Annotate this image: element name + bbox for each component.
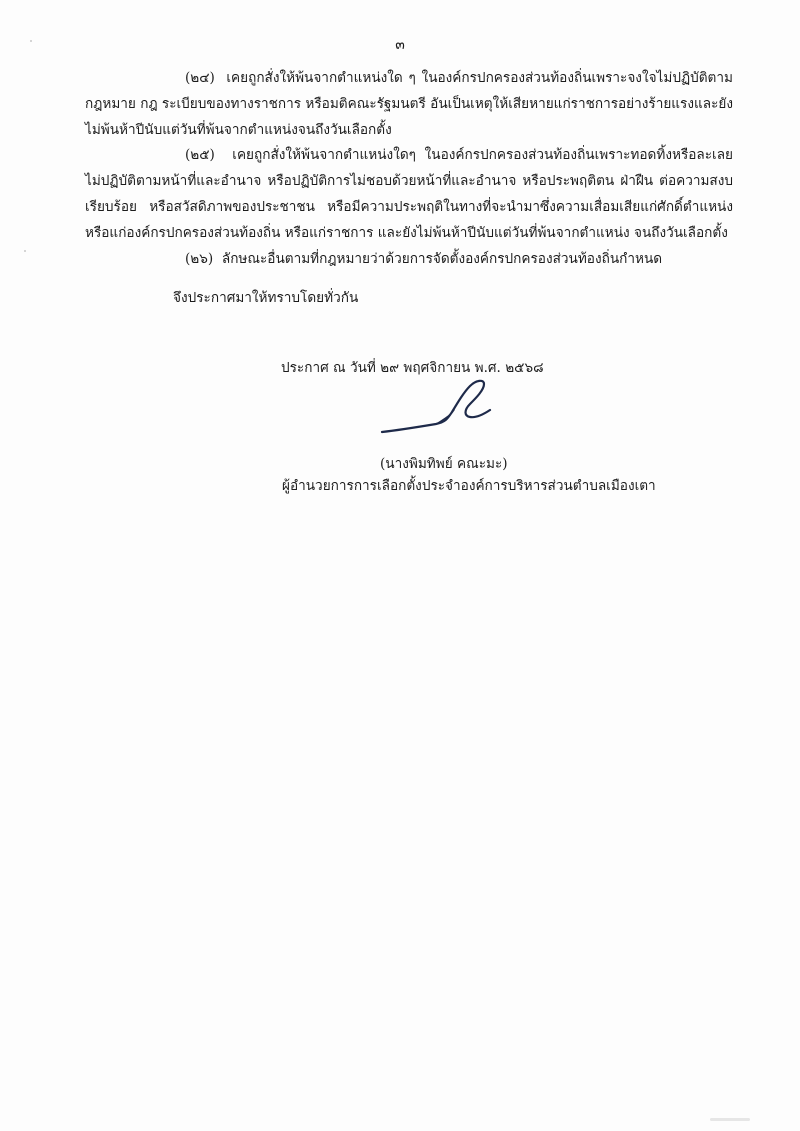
clause-24 [85,66,733,143]
announcement-date: ประกาศ ณ วันที่ ๒๙ พฤศจิกายน พ.ศ. ๒๕๖๘ [281,360,544,376]
clause-26-text: ลักษณะอื่นตามที่กฎหมายว่าด้วยการจัดตั้งองค์กรปกครองส่วนท้องถิ่นกำหนด [221,250,663,267]
clause-26-number: (๒๖) [185,250,214,267]
announcement-line: จึงประกาศมาให้ทราบโดยทั่วกัน [173,290,359,306]
clause-25-number: (๒๕) [185,147,215,164]
clause-26 [85,247,733,273]
scan-speck [30,40,32,42]
handwritten-signature [378,370,528,440]
page-number: ๓ [395,37,405,53]
clause-24-text: เคยถูกสั่งให้พ้นจากตำแหน่งใด ๆ ในองค์กรปกครองส่วนท้องถิ่นเพราะจงใจไม่ปฏิบัติตามกฎหมาย กฎ ระเบียบของทางราชการ หรือมติคณะรัฐมนตรี อันเป็นเหตุให้เสียหายแก่ราชการอย่างร้ายแรงและยังไม่พ้นห้าปีนับแต่วันที่พ้นจากตำแหน่งจนถึงวันเลือกตั้ง [85,70,733,138]
signer-title: ผู้อำนวยการการเลือกตั้งประจำองค์การบริหารส่วนตำบลเมืองเตา [282,478,656,494]
clause-24-number: (๒๔) [185,70,215,86]
document-body [85,66,733,272]
clause-25-text: เคยถูกสั่งให้พ้นจากตำแหน่งใดๆ ในองค์กรปกครองส่วนท้องถิ่นเพราะทอดทิ้งหรือละเลยไม่ปฏิบัติตามหน้าที่และอำนาจ หรือปฏิบัติการไม่ชอบด้วยหน้าที่และอำนาจ หรือประพฤติตน ฝ่าฝืน ต่อความสงบเรียบร้อย หรือสวัสดิภาพของประชาชน หรือมีความประพฤติในทางที่จะนำมาซึ่งความเสื่อมเสียแก่ศักดิ์ตำแหน่งหรือแก่องค์กรปกครองส่วนท้องถิ่น หรือแก่ราชการ และยังไม่พ้นห้าปีนับแต่วันที่พ้นจากตำแหน่ง จนถึงวันเลือกตั้ง [85,147,733,241]
scan-speck [710,1118,750,1121]
signer-name: (นางพิมทิพย์ คณะมะ) [380,456,508,472]
scan-speck [24,250,26,252]
clause-25 [85,143,733,246]
